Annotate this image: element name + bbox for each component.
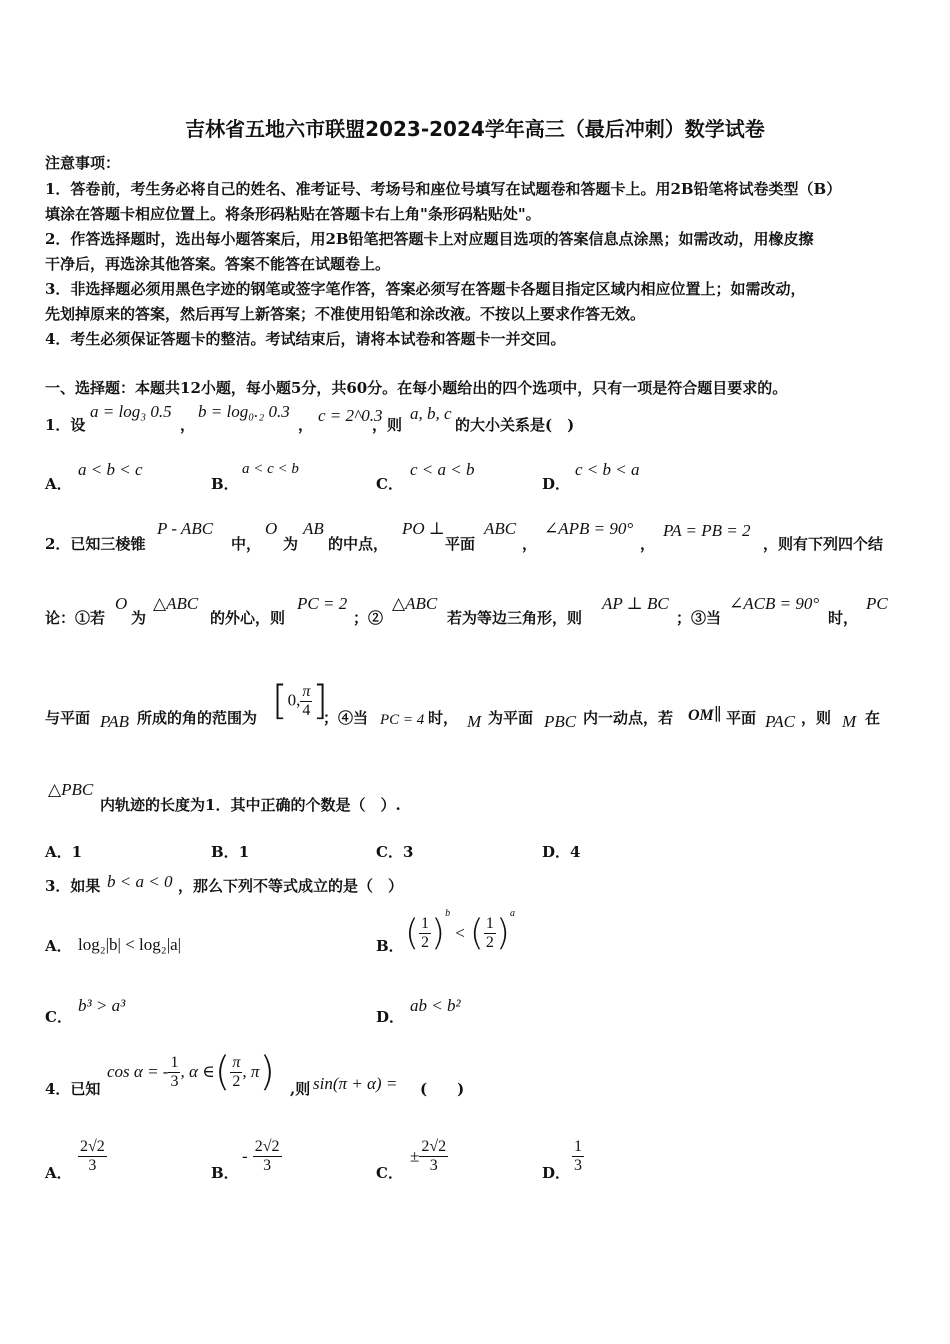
q2-text: ，则有下列四个结 <box>763 535 884 553</box>
q2-expr: PAC <box>765 712 795 731</box>
q2-expr: M <box>467 712 482 731</box>
q4-b-sign: - <box>242 1146 248 1166</box>
q2-text: 为平面 <box>488 709 534 727</box>
q1-option-d-label: D． <box>542 475 571 493</box>
q2-option-label: B． <box>211 843 239 861</box>
q2-option-label: A． <box>45 843 72 861</box>
q4-c-num: 2√2 <box>421 1138 447 1155</box>
q2-text: 内一动点，若 <box>583 709 674 727</box>
q1-a-expr: a = log₃ 0.5 <box>90 402 172 421</box>
q4-option-c <box>410 1138 448 1175</box>
left-paren: ( <box>469 912 484 954</box>
q2-text: 的中点， <box>328 535 389 553</box>
right-paren: ) <box>431 912 446 954</box>
left-bracket: [ <box>272 678 288 724</box>
q2-parallel: ∥ <box>714 705 722 724</box>
q3-b-exp-b: b <box>445 908 451 919</box>
q3-option-d-label: D． <box>376 1008 405 1026</box>
notes-line: 1．答卷前，考生务必将自己的姓名、准考证号、考场号和座位号填写在试题卷和答题卡上。用2B铅笔将试卷类型（B） <box>45 180 842 198</box>
right-paren: ) <box>259 1049 275 1095</box>
q2-expr: ABC <box>484 519 517 538</box>
q2-expr: PAB <box>100 712 129 731</box>
q2-range-den: 4 <box>302 701 311 719</box>
page-title: 吉林省五地六市联盟2023-2024学年高三（最后冲刺）数学试卷 <box>185 117 765 141</box>
notes-line: 2．作答选择题时，选出每小题答案后，用2B铅笔把答题卡上对应题目选项的答案信息点涂黑；如需改动，用橡皮擦 <box>45 230 814 248</box>
q2-option-label: D． <box>542 843 571 861</box>
q2-expr: ∠ACB = 90° <box>729 594 820 613</box>
q4-option-d <box>572 1138 584 1175</box>
q3-prefix: 3．如果 <box>45 877 101 895</box>
q1-mid: ，则 <box>372 416 403 434</box>
q2-option-value: 1 <box>71 843 83 861</box>
q4-pi-den: 2 <box>232 1072 241 1090</box>
q1-sep: ， <box>180 416 196 434</box>
q2-text: ；④当 <box>323 709 369 727</box>
q2-text: 为 <box>283 535 299 553</box>
q4-condition <box>107 1049 275 1095</box>
q2-text: ，则 <box>801 709 832 727</box>
q2-expr: AB <box>303 519 324 538</box>
q2-expr: PC = 4 <box>380 712 425 728</box>
q2-expr: △ABC <box>153 594 199 613</box>
q1-option-b: a < c < b <box>242 461 299 477</box>
q2-text: 平面 <box>726 709 757 727</box>
q4-alpha-in: , α ∈ <box>180 1062 215 1081</box>
q4-a-num: 2√2 <box>80 1138 105 1155</box>
q4-b-num: 2√2 <box>254 1138 280 1155</box>
q1-option-a-label: A． <box>45 475 72 493</box>
q1-option-c: c < a < b <box>410 460 475 479</box>
q2-text: ， <box>640 535 656 553</box>
q2-expr: M <box>842 712 857 731</box>
q2-expr: P - ABC <box>157 519 214 538</box>
q2-expr: PBC <box>544 712 577 731</box>
q2-expr: AP ⊥ BC <box>602 594 669 613</box>
q2-option-d <box>542 841 580 862</box>
q2-text: 内轨迹的长度为1．其中正确的个数是（ ）. <box>100 796 401 814</box>
q3-b-num: 1 <box>421 915 430 932</box>
q2-expr: PO ⊥ <box>402 519 445 538</box>
q2-option-label: C． <box>376 843 403 861</box>
q3-option-c-label: C． <box>45 1008 72 1026</box>
q2-expr: O <box>265 519 278 538</box>
q2-text: 平面 <box>445 535 476 553</box>
q1-option-c-label: C． <box>376 475 403 493</box>
q4-option-b-label: B． <box>211 1164 239 1182</box>
q4-option-a-label: A． <box>45 1164 72 1182</box>
q2-range-num: π <box>302 682 311 700</box>
q1-option-d: c < b < a <box>575 460 640 479</box>
q2-expr: △ABC <box>392 594 438 613</box>
notes-header: 注意事项： <box>45 154 121 172</box>
q3-condition: b < a < 0 <box>107 872 173 891</box>
q2-range-zero: 0, <box>287 690 301 710</box>
q2-option-value: 4 <box>570 843 581 861</box>
q3-option-b <box>405 908 515 954</box>
q1-sep: ， <box>298 416 314 434</box>
q2-text: 2．已知三棱锥 <box>45 535 146 553</box>
q3-option-a-label: A． <box>45 937 72 955</box>
q4-pi-num: π <box>232 1053 241 1071</box>
right-paren: ) <box>495 912 510 954</box>
q2-angle-range <box>272 678 328 724</box>
q1-option-b-label: B． <box>211 475 239 493</box>
q2-text: 时， <box>428 709 459 727</box>
q2-option-value: 3 <box>402 843 414 861</box>
q1-b-expr: b = log₀.₂ 0.3 <box>198 402 290 421</box>
q3-option-c: b³ > a³ <box>78 996 126 1015</box>
q2-text: 的外心，则 <box>210 609 286 627</box>
q4-a-den: 3 <box>88 1157 97 1174</box>
q2-text: ， <box>522 535 538 553</box>
q2-text: 所成的角的范围为 <box>137 709 258 727</box>
q4-den: 3 <box>170 1072 179 1090</box>
q2-expr: ∠APB = 90° <box>544 519 634 538</box>
q4-option-b <box>242 1138 282 1175</box>
right-bracket: ] <box>312 678 328 724</box>
q4-d-num: 1 <box>574 1138 582 1155</box>
q3-b-lt: < <box>455 923 465 943</box>
q2-expr: PC <box>866 594 888 613</box>
q4-pi: , π <box>242 1062 260 1081</box>
left-paren: ( <box>214 1049 231 1095</box>
q1-prefix: 1．设 <box>45 416 86 434</box>
q1-c-expr: c = 2^0.3 <box>318 406 383 425</box>
q1-option-a: a < b < c <box>78 460 143 479</box>
q4-num: 1 <box>170 1053 179 1071</box>
section-heading: 一、选择题：本题共12小题，每小题5分，共60分。在每小题给出的四个选项中，只有一项是符合题目要求的。 <box>45 379 788 397</box>
q4-prefix: 4．已知 <box>45 1080 101 1098</box>
q2-option-c <box>376 841 413 862</box>
notes-line: 填涂在答题卡相应位置上。将条形码粘贴在答题卡右上角"条形码粘贴处"。 <box>45 205 541 223</box>
q2-text: ；② <box>353 609 384 627</box>
q3-option-d: ab < b² <box>410 996 461 1015</box>
q2-text: 在 <box>865 709 881 727</box>
q2-expr: O <box>115 594 128 613</box>
q3-b-den: 2 <box>421 934 430 951</box>
q2-option-a <box>45 841 82 862</box>
q2-text: 若为等边三角形，则 <box>447 609 583 627</box>
q2-text: 为 <box>131 609 147 627</box>
q3-b-den: 2 <box>485 934 494 951</box>
q1-abc: a, b, c <box>410 404 452 423</box>
q2-text: ；③当 <box>676 609 722 627</box>
notes-line: 先划掉原来的答案，然后再写上新答案；不准使用铅笔和涂改液。不按以上要求作答无效。 <box>45 305 646 323</box>
q3-b-num: 1 <box>485 915 494 932</box>
q2-text: 与平面 <box>45 709 91 727</box>
q4-cos: cos α = - <box>107 1062 169 1081</box>
q4-b-den: 3 <box>263 1157 272 1174</box>
q4-c-den: 3 <box>429 1157 438 1174</box>
q2-option-value: 1 <box>238 843 250 861</box>
notes-line: 4．考生必须保证答题卡的整洁。考试结束后，请将本试卷和答题卡一并交回。 <box>45 330 566 348</box>
q3-suffix: ，那么下列不等式成立的是（ ） <box>178 877 404 895</box>
q2-text: 论：①若 <box>45 609 106 627</box>
q3-option-a: log₂|b| < log₂|a| <box>78 935 182 954</box>
notes-line: 干净后，再选涂其他答案。答案不能答在试题卷上。 <box>45 255 391 273</box>
q4-then: ,则 <box>290 1080 311 1098</box>
q2-text: 时， <box>828 609 859 627</box>
q4-option-a <box>78 1138 107 1175</box>
q2-expr: PA = PB = 2 <box>663 521 751 540</box>
q2-text: 中， <box>231 535 262 553</box>
q3-option-b-label: B． <box>376 937 404 955</box>
q1-suffix: 的大小关系是( ) <box>455 416 575 434</box>
q2-expr: OM <box>688 707 714 724</box>
q3-b-exp-a: a <box>509 908 515 919</box>
q4-sin: sin(π + α) = <box>313 1074 398 1093</box>
left-paren: ( <box>405 912 420 954</box>
q4-option-c-label: C． <box>376 1164 403 1182</box>
q4-paren: ( ) <box>420 1080 465 1098</box>
q4-option-d-label: D． <box>542 1164 571 1182</box>
q2-expr: PC = 2 <box>297 594 348 613</box>
notes-line: 3．非选择题必须用黑色字迹的钢笔或签字笔作答，答案必须写在答题卡各题目指定区域内相应位置上；如需改动， <box>45 280 806 298</box>
q4-d-den: 3 <box>574 1157 582 1174</box>
q2-option-b <box>211 841 249 862</box>
q2-expr: △PBC <box>48 780 94 799</box>
q4-c-sign: ± <box>410 1146 420 1166</box>
